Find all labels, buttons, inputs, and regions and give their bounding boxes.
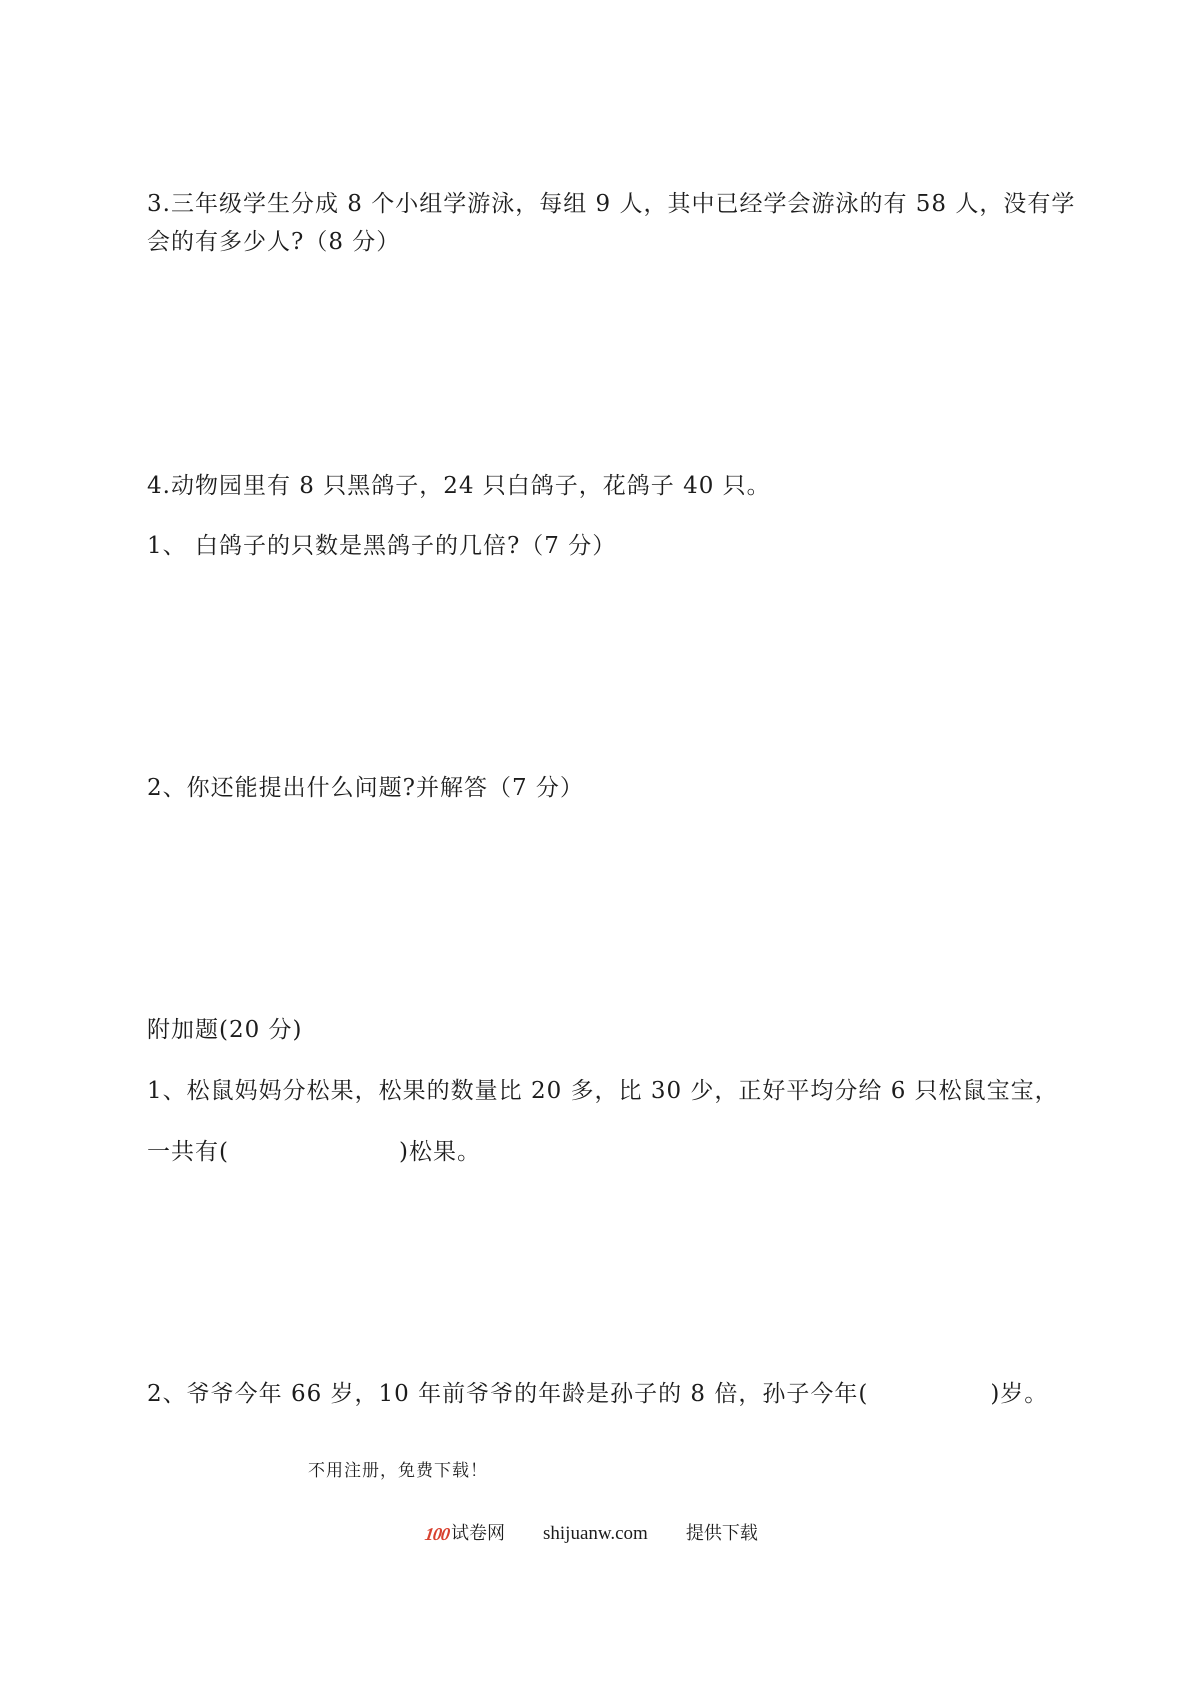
site-logo-icon: 100 — [423, 1524, 451, 1544]
site-footer — [425, 1521, 758, 1547]
bonus-question-1-suffix: )松果。 — [398, 1139, 481, 1165]
bonus-question-1-line-1: 1、松鼠妈妈分松果，松果的数量比 20 多，比 30 少，正好平均分给 6 只松鼠宝宝， — [147, 1078, 1059, 1104]
problem-4-intro: 4.动物园里有 8 只黑鸽子，24 只白鸽子，花鸽子 40 只。 — [147, 473, 771, 499]
problem-3-line-1: 3.三年级学生分成 8 个小组学游泳，每组 9 人，其中已经学会游泳的有 58 人，没有学 — [147, 191, 1076, 217]
site-logo-text: 试卷网 — [451, 1523, 505, 1544]
provide-download-text: 提供下载 — [685, 1523, 758, 1544]
free-download-note: 不用注册，免费下载！ — [308, 1461, 488, 1481]
bonus-question-1-line-2 — [147, 1136, 481, 1168]
bonus-question-2-suffix: )岁。 — [990, 1381, 1049, 1407]
bonus-question-2 — [147, 1378, 1048, 1410]
site-url: shijuanw.com — [543, 1523, 648, 1544]
problem-4-question-2: 2、你还能提出什么问题?并解答（7 分） — [147, 775, 584, 801]
bonus-title: 附加题(20 分) — [147, 1017, 303, 1043]
bonus-question-1-prefix: 一共有( — [147, 1139, 229, 1165]
problem-4-question-1: 1、 白鸽子的只数是黑鸽子的几倍?（7 分） — [147, 533, 617, 559]
bonus-question-2-prefix: 2、爷爷今年 66 岁，10 年前爷爷的年龄是孙子的 8 倍，孙子今年( — [147, 1381, 869, 1407]
problem-3-line-2: 会的有多少人?（8 分） — [147, 229, 401, 255]
